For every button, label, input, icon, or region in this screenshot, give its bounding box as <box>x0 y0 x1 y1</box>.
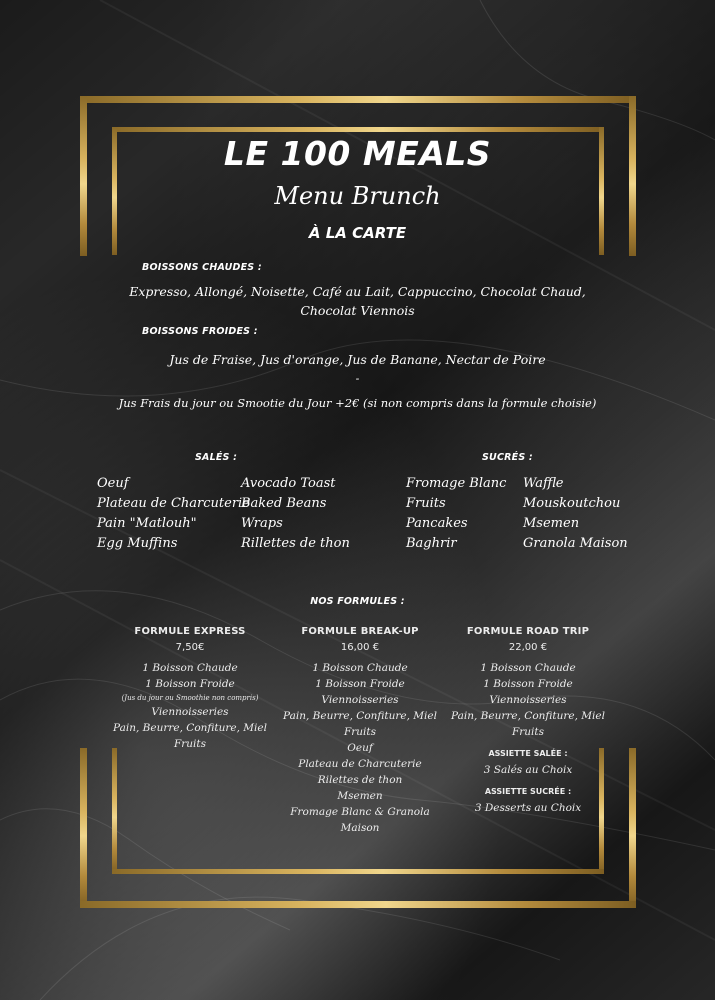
formule-express-item: Viennoisseries <box>151 706 229 718</box>
restaurant-title: LE 100 MEALS <box>223 134 492 173</box>
nos-formules-label: NOS FORMULES : <box>310 596 405 607</box>
formule-break-up-item: Fruits <box>343 726 377 738</box>
assiette-sucree-label: ASSIETTE SUCRÉE : <box>484 787 572 796</box>
menu-subtitle: Menu Brunch <box>274 182 441 210</box>
sales-item: Plateau de Charcuterie <box>97 496 250 511</box>
formule-express-item: 1 Boisson Froide <box>145 678 235 690</box>
formule-road-trip-item: Pain, Beurre, Confiture, Miel <box>451 710 605 722</box>
formule-break-up-name: FORMULE BREAK-UP <box>301 626 419 637</box>
formule-break-up-item: Viennoisseries <box>321 694 399 706</box>
sales-item: Avocado Toast <box>241 476 336 491</box>
sales-column-1 <box>97 474 250 554</box>
formule-road-trip-item: Fruits <box>511 726 545 738</box>
formule-break-up-item: Rilettes de thon <box>317 774 403 786</box>
boissons-froides-line2: Jus Frais du jour ou Smootie du Jour +2€ (si non compris dans la formule choisie) <box>118 396 597 410</box>
assiette-salee-label: ASSIETTE SALÉE : <box>488 749 568 758</box>
gold-frame-bottom-inner <box>112 869 604 874</box>
sucres-item: Mouskoutchou <box>523 496 621 511</box>
formule-express-item: Pain, Beurre, Confiture, Miel <box>113 722 267 734</box>
boissons-chaudes-line1: Expresso, Allongé, Noisette, Café au Lait, Cappuccino, Chocolat Chaud, <box>129 284 586 299</box>
sucres-label: SUCRÉS : <box>482 452 533 463</box>
assiette-salee-value: 3 Salés au Choix <box>483 764 573 776</box>
a-la-carte-heading: À LA CARTE <box>308 224 407 242</box>
sucres-item: Baghrir <box>406 536 457 551</box>
formule-break-up-item: Msemen <box>337 790 383 802</box>
formule-road-trip <box>448 624 608 816</box>
sucres-item: Granola Maison <box>523 536 628 551</box>
formule-break-up-item: 1 Boisson Froide <box>315 678 405 690</box>
assiette-sucree-value: 3 Desserts au Choix <box>474 802 582 814</box>
formule-express-note: (Jus du jour ou Smoothie non compris) <box>121 694 259 702</box>
formule-break-up-item: Plateau de Charcuterie <box>298 758 422 770</box>
formule-break-up-item: Pain, Beurre, Confiture, Miel <box>283 710 437 722</box>
formule-express-item: Fruits <box>173 738 207 750</box>
sales-column-2 <box>241 474 350 554</box>
formule-break-up-price: 16,00 € <box>340 642 380 653</box>
sales-item: Egg Muffins <box>97 536 178 551</box>
boissons-froides-label: BOISSONS FROIDES : <box>142 326 258 337</box>
formule-break-up <box>280 624 440 836</box>
sucres-column-2 <box>523 474 628 554</box>
sucres-item: Pancakes <box>406 516 468 531</box>
gold-frame-top-inner <box>112 127 604 132</box>
sucres-item: Waffle <box>523 476 564 491</box>
sales-item: Baked Beans <box>241 496 327 511</box>
formule-road-trip-price: 22,00 € <box>508 642 548 653</box>
gold-frame-bottom-right-outer <box>629 748 636 908</box>
gold-frame-bottom-left-outer <box>80 748 87 908</box>
boissons-chaudes-line2: Chocolat Viennois <box>300 303 415 318</box>
sales-item: Oeuf <box>97 476 129 491</box>
sales-item: Pain "Matlouh" <box>97 516 197 531</box>
sucres-column-1 <box>406 474 506 554</box>
formule-road-trip-item: 1 Boisson Froide <box>483 678 573 690</box>
sales-item: Wraps <box>241 516 283 531</box>
formule-express-name: FORMULE EXPRESS <box>134 626 246 637</box>
boissons-froides-dash: - <box>355 372 360 385</box>
sales-label: SALÉS : <box>195 452 238 463</box>
gold-frame-bottom-left-inner <box>112 748 117 874</box>
formule-break-up-item: Oeuf <box>347 742 373 754</box>
gold-frame-bottom-outer <box>80 901 636 908</box>
boissons-chaudes-label: BOISSONS CHAUDES : <box>142 262 262 273</box>
formule-break-up-item: Fromage Blanc & Granola <box>290 806 430 818</box>
sucres-item: Msemen <box>523 516 580 531</box>
formule-road-trip-name: FORMULE ROAD TRIP <box>466 626 590 637</box>
sucres-item: Fromage Blanc <box>406 476 507 491</box>
formule-express-price: 7,50€ <box>175 642 205 653</box>
formule-road-trip-item: 1 Boisson Chaude <box>480 662 576 674</box>
gold-frame-top-outer <box>80 96 636 103</box>
formule-express-item: 1 Boisson Chaude <box>142 662 238 674</box>
sucres-item: Fruits <box>406 496 446 511</box>
formule-express <box>110 624 270 752</box>
formule-road-trip-item: Viennoisseries <box>489 694 567 706</box>
formule-break-up-item: Maison <box>340 822 380 834</box>
formule-break-up-item: 1 Boisson Chaude <box>312 662 408 674</box>
sales-item: Rillettes de thon <box>241 536 350 551</box>
boissons-froides-line1: Jus de Fraise, Jus d'orange, Jus de Banane, Nectar de Poire <box>169 352 546 367</box>
